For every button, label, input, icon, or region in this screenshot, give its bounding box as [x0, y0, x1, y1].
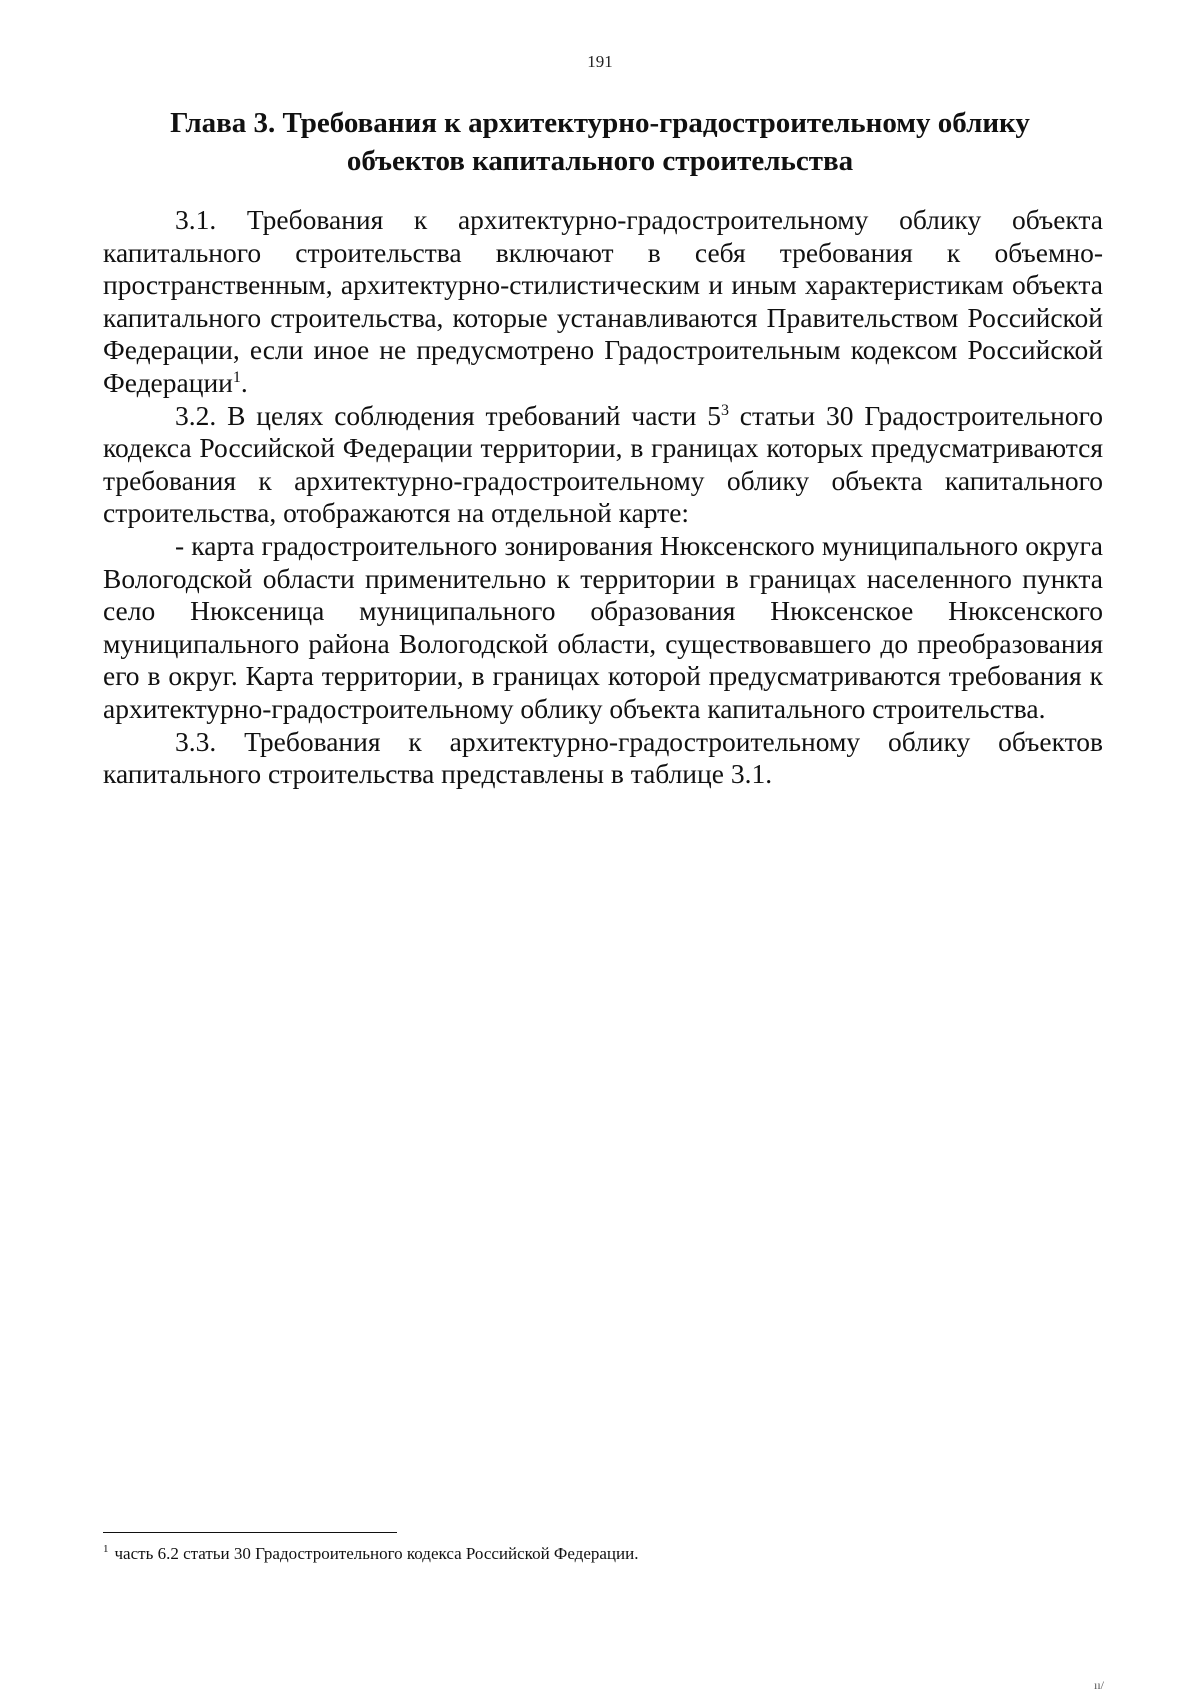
chapter-body [103, 204, 1103, 791]
map-list-item: - карта градостроительного зонирования Нюксенского муниципального округа Вологодской области применительно к территории в границах населенного пункта село Нюксеница муниципального образования Нюксенское Нюксенского муниципального района Вологодской области, существовавшего до преобразования его в округ. Карта территории, в границах которой предусматриваются требования к архитектурно-градостроительному облику объекта капитального строительства. [103, 529, 1103, 724]
corner-mark: ıı/ [1093, 1678, 1104, 1692]
paragraph-3-1 [103, 204, 1103, 400]
chapter-title-line-2: объектов капитального строительства [346, 145, 854, 177]
paragraph-3-1-text: 3.1. Требования к архитектурно-градостроительному облику объекта капитального строительства включают в себя требования к объемно-пространственным, архитектурно-стилистическим и иным характеристикам объекта капитального строительства, которые устанавливаются Правительством Российской Федерации, если иное не предусмотрено Градостроительным кодексом Российской Федерации [103, 204, 1103, 398]
paragraph-3-3: 3.3. Требования к архитектурно-градостроительному облику объектов капитального строительства представлены в таблице 3.1. [103, 725, 1103, 790]
footnote-separator [103, 1532, 397, 1533]
footnote-reference: 1 [232, 368, 241, 386]
paragraph-3-2 [103, 400, 1103, 530]
footnote-text: часть 6.2 статьи 30 Градостроительного кодекса Российской Федерации. [114, 1544, 639, 1563]
footnote [103, 1542, 1103, 1566]
superscript-index: 3 [720, 401, 729, 419]
paragraph-3-2-text-after: статьи 30 Градостроительного кодекса Российской Федерации территории, в границах которых предусматриваются требования к архитектурно-градостроительному облику объекта капитального строительства, отображаются на отдельной карте: [103, 399, 1103, 529]
page-number: 191 [587, 52, 613, 71]
chapter-title [100, 104, 1100, 180]
footnote-number: 1 [103, 1543, 109, 1556]
chapter-title-line-1: Глава 3. Требования к архитектурно-градостроительному облику [170, 107, 1030, 139]
paragraph-3-2-text-before: 3.2. В целях соблюдения требований части 5 [175, 399, 721, 431]
paragraph-3-1-end: . [240, 366, 248, 398]
